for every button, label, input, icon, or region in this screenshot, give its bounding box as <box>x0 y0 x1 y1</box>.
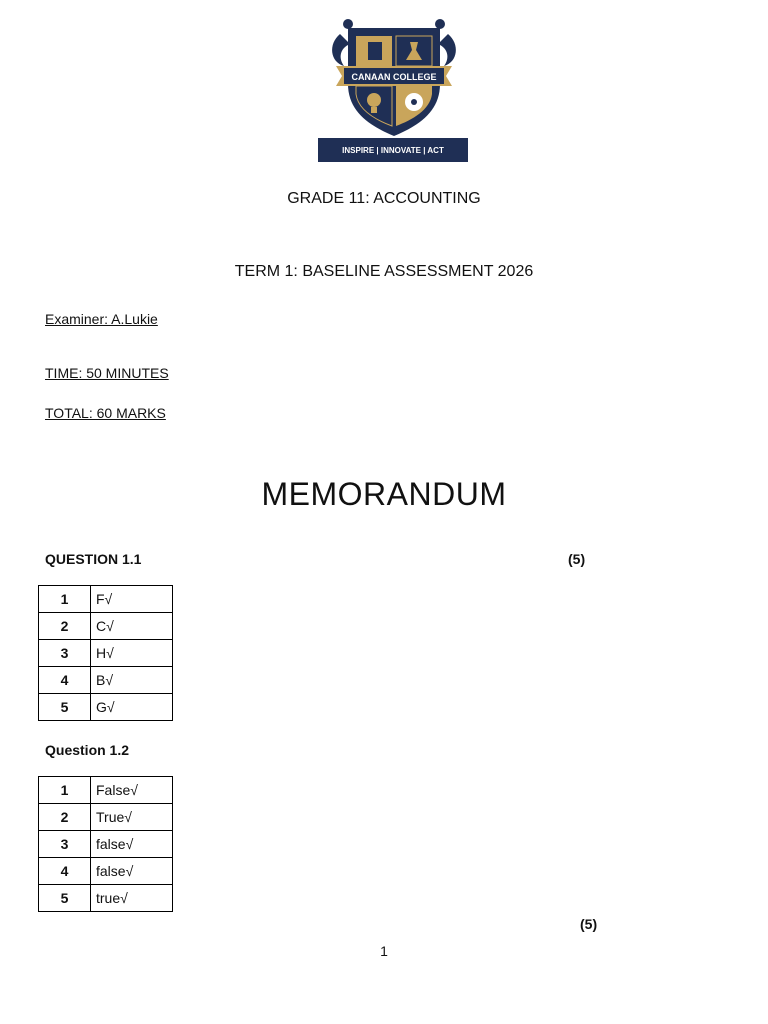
row-answer: True√ <box>91 804 173 831</box>
question-1-2-marks: (5) <box>580 916 598 932</box>
table-row <box>39 586 173 613</box>
row-answer: False√ <box>91 777 173 804</box>
time-label: TIME: 50 MINUTES <box>45 365 169 381</box>
logo-motto: INSPIRE | INNOVATE | ACT <box>342 146 444 155</box>
row-answer: G√ <box>91 694 173 721</box>
examiner-label: Examiner: A.Lukie <box>45 311 158 327</box>
row-number: 5 <box>39 885 91 912</box>
logo-school-name: CANAAN COLLEGE <box>351 72 437 82</box>
row-number: 4 <box>39 858 91 885</box>
row-number: 3 <box>39 831 91 858</box>
total-label: TOTAL: 60 MARKS <box>45 405 166 421</box>
row-number: 1 <box>39 586 91 613</box>
row-answer: true√ <box>91 885 173 912</box>
school-crest-logo <box>318 14 470 162</box>
row-answer: B√ <box>91 667 173 694</box>
memorandum-title: MEMORANDUM <box>261 476 507 512</box>
row-number: 1 <box>39 777 91 804</box>
question-1-2-heading: Question 1.2 <box>45 742 130 758</box>
question-1-1-table <box>38 585 173 721</box>
table-row <box>39 885 173 912</box>
table-row <box>39 831 173 858</box>
table-row <box>39 804 173 831</box>
question-1-2-table <box>38 776 173 912</box>
row-number: 2 <box>39 804 91 831</box>
table-row <box>39 640 173 667</box>
row-answer: false√ <box>91 831 173 858</box>
table-row <box>39 777 173 804</box>
row-number: 5 <box>39 694 91 721</box>
page-number: 1 <box>380 943 388 959</box>
table-row <box>39 694 173 721</box>
row-answer: F√ <box>91 586 173 613</box>
row-answer: H√ <box>91 640 173 667</box>
grade-line: GRADE 11: ACCOUNTING <box>287 190 481 207</box>
row-number: 3 <box>39 640 91 667</box>
question-1-1-heading: QUESTION 1.1 <box>45 551 142 567</box>
term-line: TERM 1: BASELINE ASSESSMENT 2026 <box>234 263 534 280</box>
table-row <box>39 858 173 885</box>
row-answer: C√ <box>91 613 173 640</box>
question-1-1-marks: (5) <box>568 551 586 567</box>
table-row <box>39 613 173 640</box>
row-number: 4 <box>39 667 91 694</box>
row-number: 2 <box>39 613 91 640</box>
table-row <box>39 667 173 694</box>
row-answer: false√ <box>91 858 173 885</box>
